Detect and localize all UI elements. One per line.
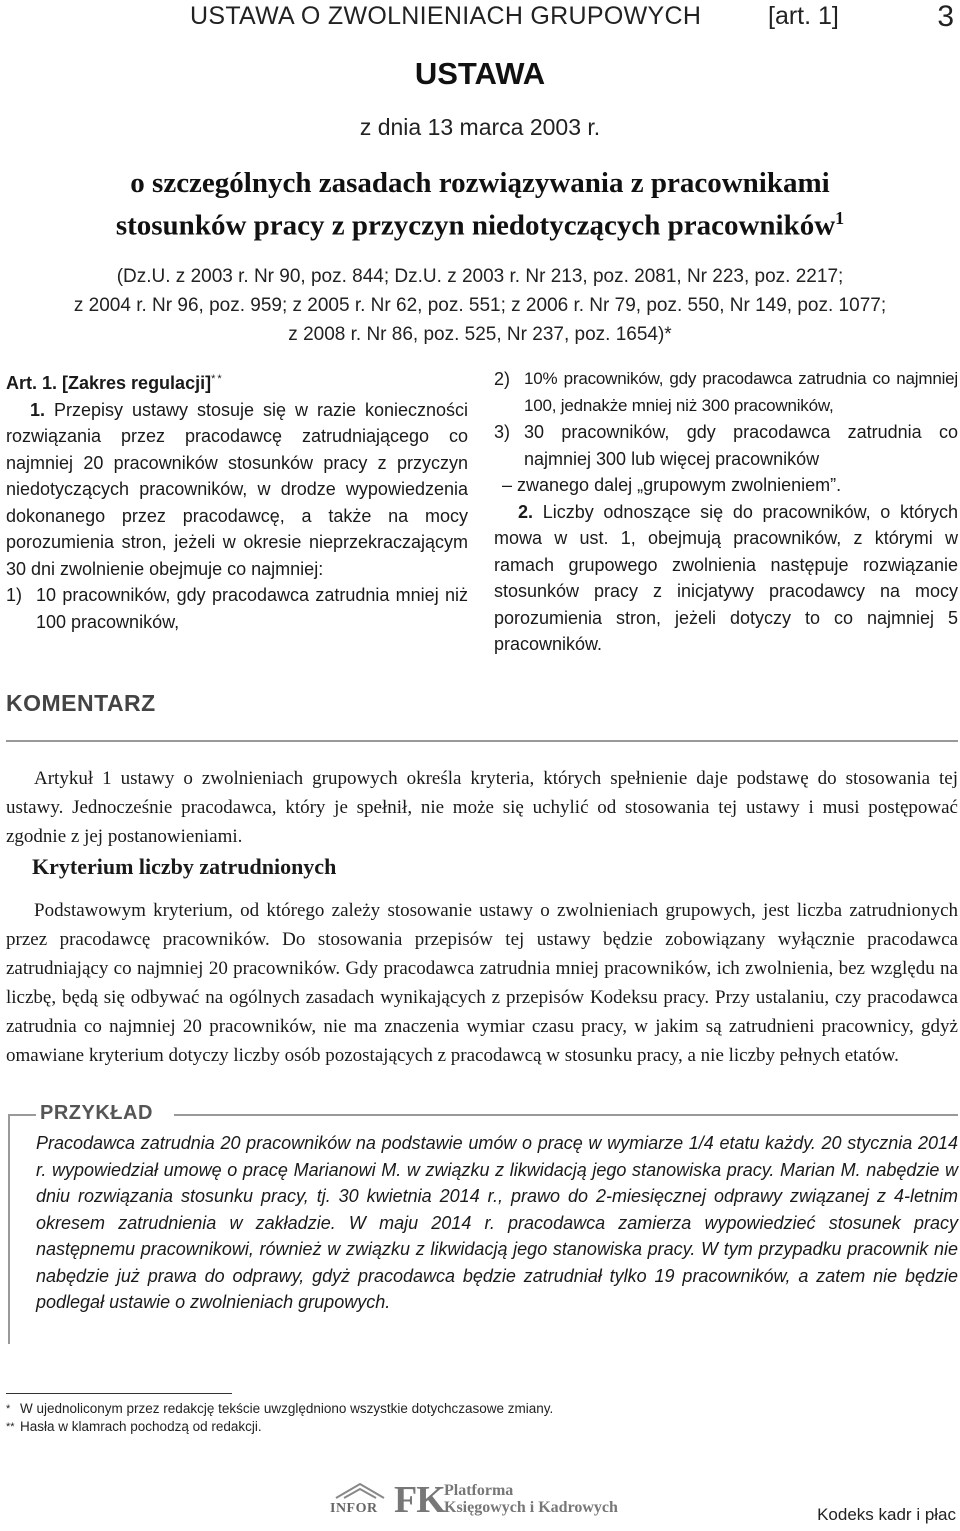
act-title-line-2: stosunków pracy z przyczyn niedotyczących pracowników$^1$ [115,208,845,242]
list-item-text: 10 pracowników, gdy pracodawca zatrudnia mniej niż 100 pracowników, [36,585,468,632]
sources-line-3: z 2008 r. Nr 86, poz. 525, Nr 237, poz. 1654)* [288,324,672,345]
footnote-marker: ** [6,1421,15,1433]
list-item-text: 10% pracowników, gdy pracodawca zatrudnia co najmniej 100, jednakże mniej niż 300 pracowników, [524,369,958,415]
act-type: USTAWA [414,56,546,91]
example-box [8,1104,958,1344]
footnote-rule [6,1393,232,1394]
article-paragraph-1 [6,397,468,583]
example-heading: PRZYKŁAD [40,1102,153,1124]
page-number: 3 [937,0,954,33]
list-item [6,582,468,635]
paragraph-text: Liczby odnoszące się do pracowników, o których mowa w ust. 1, obejmują pracowników, z którymi w ramach grupowego zwolnienia następuje rozwiązanie stosunków pracy z inicjatywy pracodawcy na mocy porozumienia stron, jeżeli dotyczy to co najmniej 5 pracowników. [494,501,958,654]
definition-line: – zwanego dalej „grupowym zwolnieniem”. [502,475,842,495]
list-item-number: 3) [494,422,511,442]
footnote-text: W ujednoliconym przez redakcję tekście uwzględniono wszystkie dotychczasowe zmiany. [20,1401,554,1416]
running-header [190,2,960,36]
sources-line-2: z 2004 r. Nr 96, poz. 959; z 2005 r. Nr 62, poz. 551; z 2006 r. Nr 79, poz. 550, Nr 149, poz. 1077; [73,295,887,316]
example-box-border [8,1114,36,1116]
footnote-text: Hasła w klamrach pochodzą od redakcji. [20,1419,262,1434]
article-paragraph-2 [494,499,958,658]
infor-logo-text: INFOR [330,1501,378,1516]
article-reference: [art. 1] [768,2,839,30]
commentary-heading: KOMENTARZ [6,690,156,716]
act-title-line-1: o szczególnych zasadach rozwiązywania z pracownikami [130,167,830,199]
platform-logo [330,1474,630,1524]
list-item-text: 30 pracowników, gdy pracodawca zatrudnia co najmniej 300 lub więcej pracowników [524,422,958,469]
act-sources [0,262,960,349]
list-item-number: 2) [494,369,511,389]
wing-icon [334,1482,386,1500]
footnote-mark: 1 [835,208,845,228]
article-column-left [6,366,468,635]
logo-caption [444,1482,618,1516]
footnote [6,1418,906,1436]
article-column-right [494,366,958,658]
example-box-border [8,1114,10,1344]
act-date: z dnia 13 marca 2003 r. [359,114,601,140]
example-box-border [174,1114,958,1116]
paragraph-text: Przepisy ustawy stosuje się w razie konieczności rozwiązania przez pracodawcę zatrudniającego co najmniej 20 pracowników stosunków pracy z przyczyn niedotyczących pracowników, w drodze wypowiedzenia dokonanego przez pracodawcę, a także na mocy porozumienia stron, jeżeli w okresie nieprzekraczającym 30 dni zwolnienie obejmuje co najmniej: [6,399,468,579]
footnote-marker: * [6,1403,11,1415]
list-item [494,419,958,472]
heading-footnote-mark: ** [211,373,224,385]
commentary-intro: Artykuł 1 ustawy o zwolnieniach grupowych określa kryteria, których spełnienie daje podstawę do stosowania tej ustawy. Jednocześnie pracodawca, który je spełnił, nie może się uchylić od stosowania tej ustawy i musi postępować zgodnie z jej postanowieniami. [6,768,958,847]
commentary-divider [6,740,958,742]
logo-caption-line-1: Platforma [444,1482,514,1499]
act-title [0,166,960,244]
list-item-number: 1) [6,585,23,605]
list-item [494,366,958,419]
footnotes [6,1400,906,1436]
logo-caption-line-2: Księgowych i Kadrowych [444,1499,618,1516]
paragraph-number: 2. [518,501,534,522]
example-text: Pracodawca zatrudnia 20 pracowników na podstawie umów o pracę w wymiarze 1/4 etatu każdy. 20 stycznia 2014 r. wypowiedział umowę o pracę Marianowi M. w związku z likwidacją jego stanowiska pracy. Marian M. nabędzie w dniu rozwiązania stosunku pracy, tj. 30 kwietnia 2014 r., prawo do 2-miesięcznej odprawy związanej z 4-letnim okresem zatrudnienia w zakładzie. W maju 2014 r. pracodawca zamierza wypowiedzieć stosunek pracy następnemu pracownikowi, również w związku z likwidacją jego stanowiska pracy. W tym przypadku pracownik nie nabędzie już prawa do odprawy, gdyż pracodawca będzie zatrudniał tylko 19 pracowników, a zatem nie będzie podlegał ustawie o zwolnieniach grupowych. [36,1133,958,1312]
commentary-body: Podstawowym kryterium, od którego zależy stosowanie ustawy o zwolnieniach grupowych, jest liczba zatrudnionych przez pracodawcę pracowników. Do stosowania przepisów tej ustawy będzie zobowiązany wyłącznie pracodawca zatrudniający co najmniej 20 pracowników. Gdy pracodawca zatrudnia mniej pracowników, ich zwolnienia, bez względu na liczbę, będą się odbywać na ogólnych zasadach wynikających z przepisów Kodeksu pracy. Przy ustalaniu, czy pracodawca zatrudnia co najmniej 20 pracowników, nie ma znaczenia wymiar czasu pracy, w jakim są zatrudnieni pracownicy, gdyż omawiane kryterium dotyczy liczby osób pozostających z pracodawcą w stosunku pracy, a nie liczby pełnych etatów. [6,900,958,1066]
sources-line-1: (Dz.U. z 2003 r. Nr 90, poz. 844; Dz.U. z 2003 r. Nr 213, poz. 2081, Nr 223, poz. 2217; [116,266,844,287]
paragraph-number: 1. [30,399,46,420]
article-heading: Art. 1. [Zakres regulacji]** [6,373,224,393]
running-title: USTAWA O ZWOLNIENIACH GRUPOWYCH [190,2,702,30]
footnote [6,1400,906,1418]
commentary-subheading: Kryterium liczby zatrudnionych [32,854,337,879]
section-label: Kodeks kadr i płac [817,1505,956,1524]
fk-logo-text: FK [394,1479,445,1521]
